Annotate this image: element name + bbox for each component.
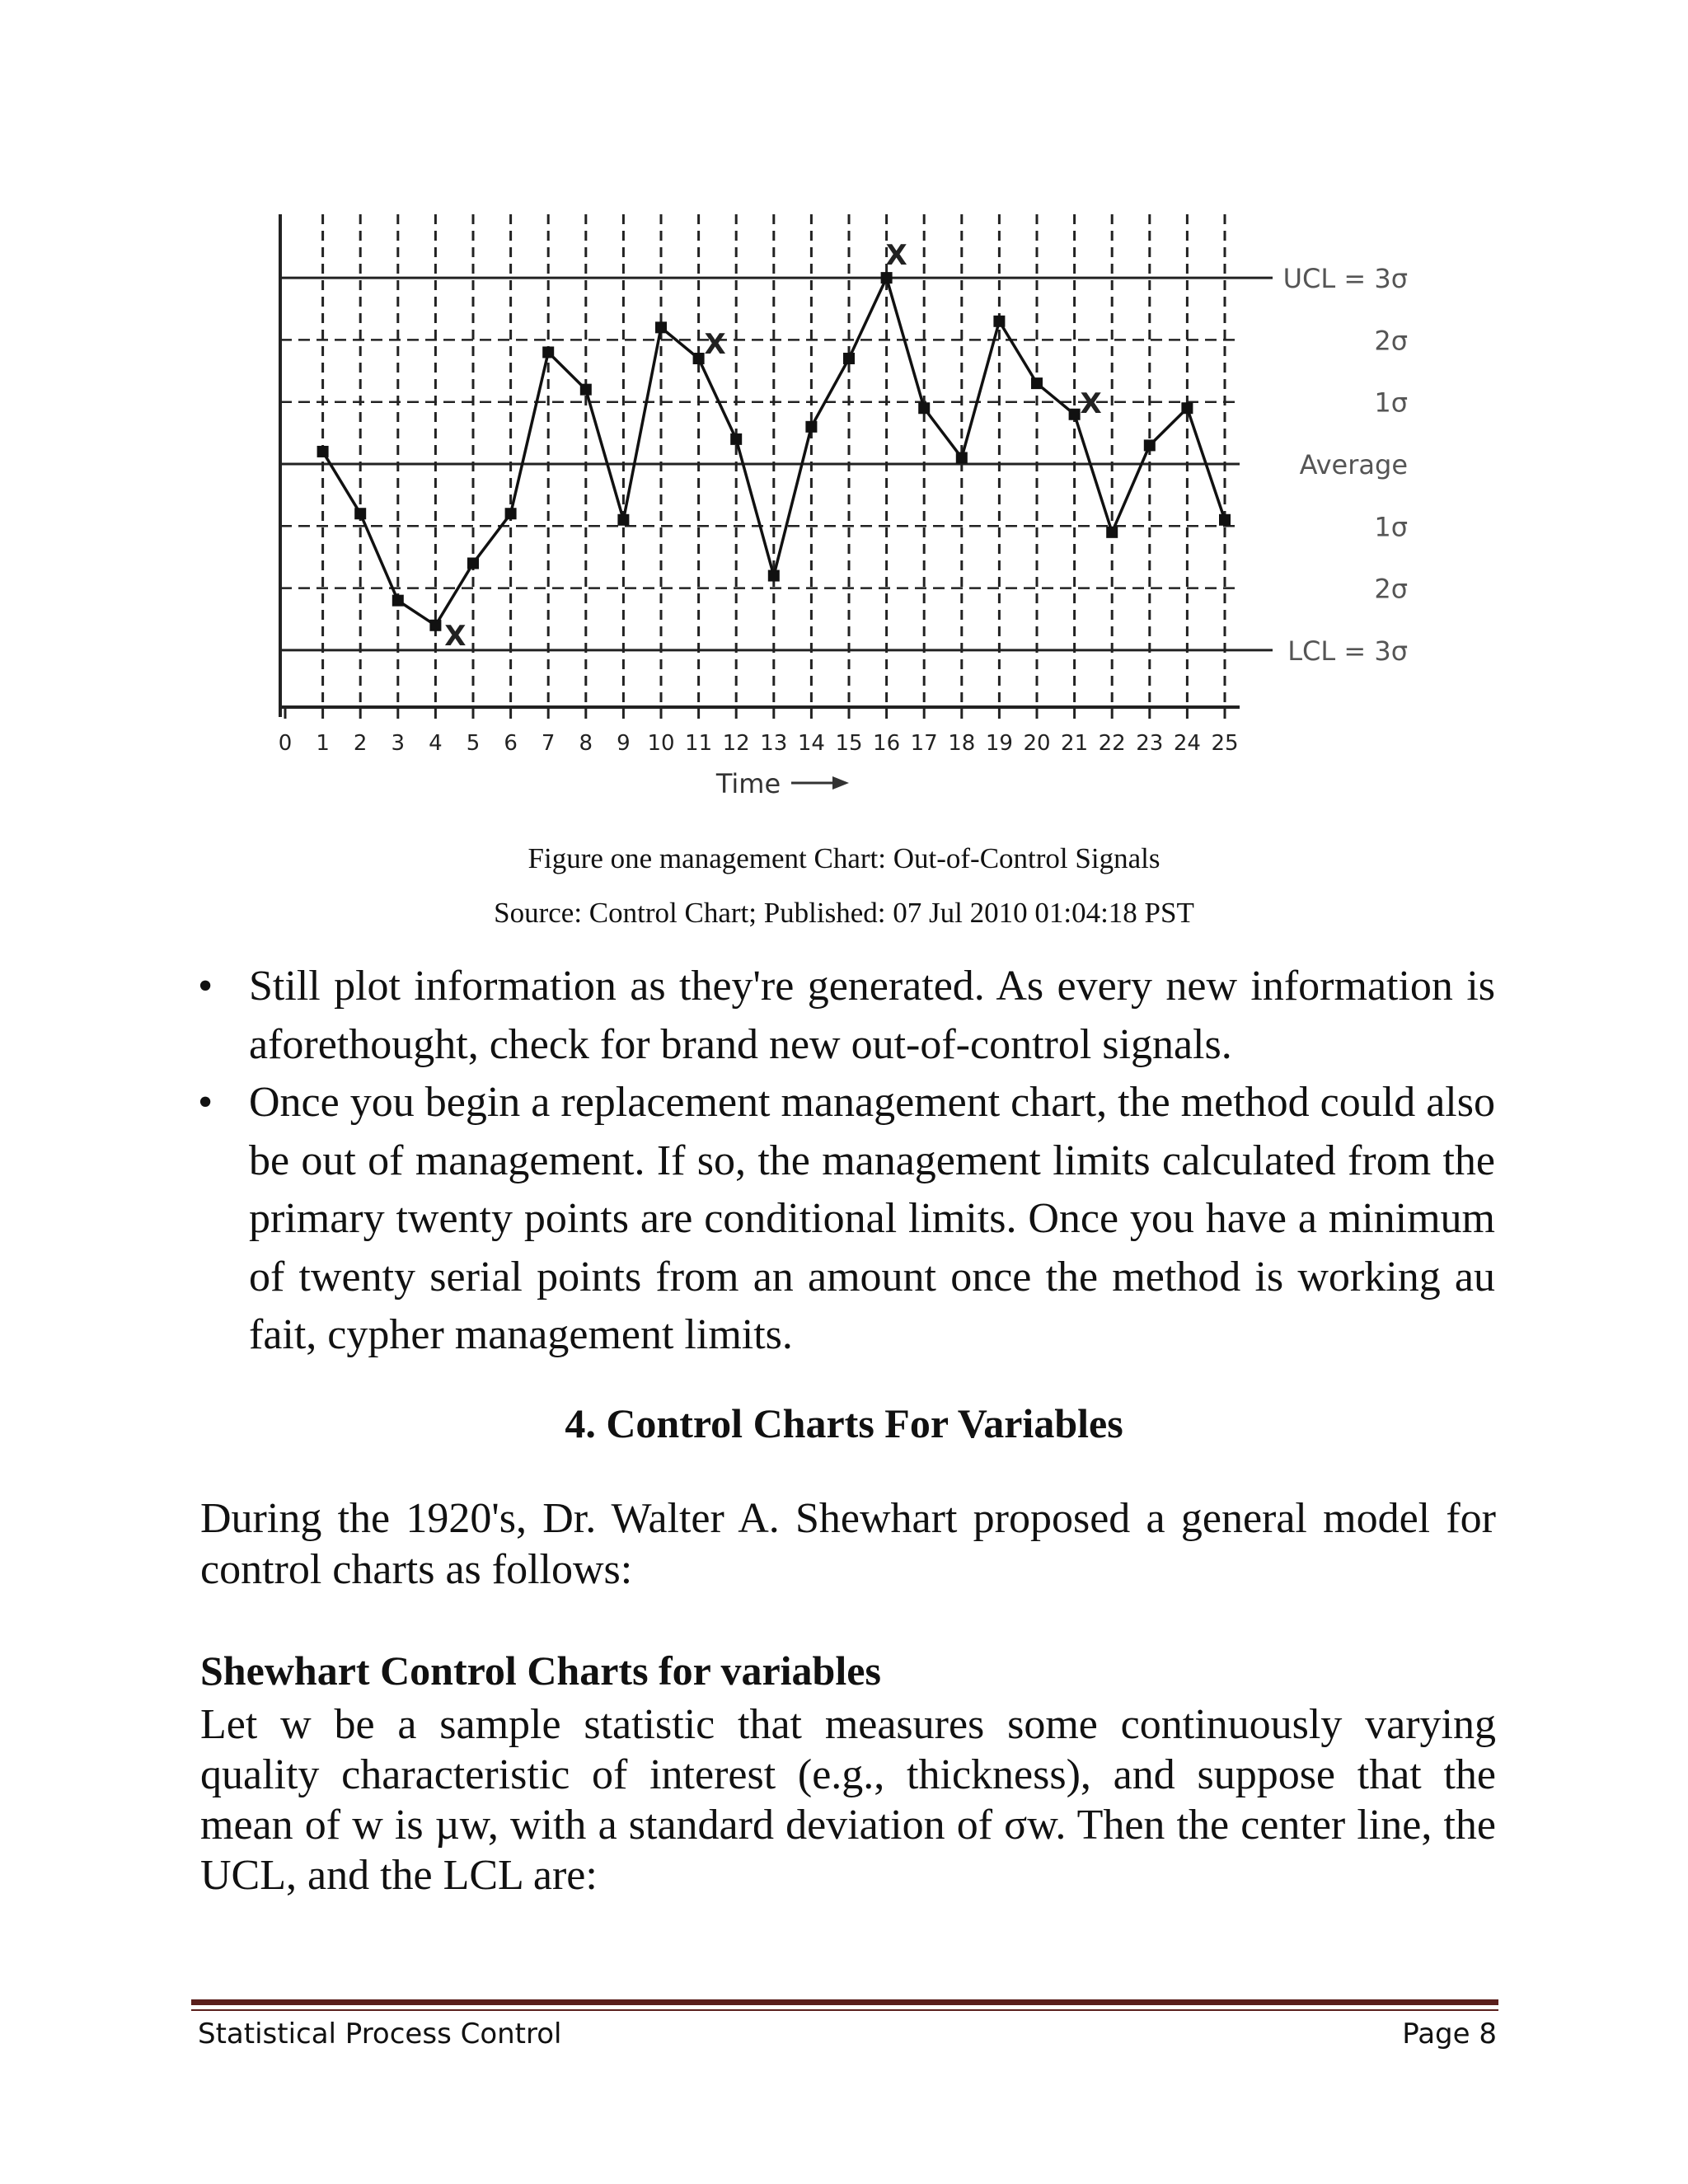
x-axis-label: Time [715, 768, 781, 799]
x-tick-label: 6 [504, 731, 518, 756]
data-point [956, 452, 968, 463]
data-point [1181, 402, 1193, 414]
data-point [542, 346, 554, 358]
data-point [392, 595, 404, 607]
x-tick-label: 24 [1173, 731, 1201, 756]
figure-source: Source: Control Chart; Published: 07 Jul 2010 01:04:18 PST [494, 897, 1194, 929]
data-point [467, 557, 479, 569]
x-tick-label: 23 [1136, 731, 1164, 756]
bullet-list [193, 958, 1495, 1365]
data-point [354, 508, 366, 519]
data-point [993, 316, 1005, 327]
definition-paragraph: Let w be a sample statistic that measures some continuously varying quality characteristic of interest (e.g., thickness), and suppose that the mean of w is µw, with a standard deviation of σw. Then the center line, the UCL, and the LCL are: [200, 1701, 1496, 1899]
x-tick-label: 20 [1023, 731, 1051, 756]
x-tick-label: 19 [985, 731, 1013, 756]
bullet-item [193, 958, 1495, 1074]
x-tick-label: 3 [391, 731, 406, 756]
bullet-item [193, 1074, 1495, 1365]
data-point [693, 353, 705, 364]
data-point [1219, 514, 1231, 526]
data-point [881, 272, 893, 284]
bullet-text: Still plot information as they're generated. As every new information is aforethought, check for brand new out-of-control signals. [249, 963, 1495, 1068]
data-point [1069, 409, 1081, 420]
x-tick-label: 17 [910, 731, 938, 756]
bullet-text: Once you begin a replacement management chart, the method could also be out of management. If so, the management limits calculated from the primary twenty points are conditional limits. Once you have a minimum of twenty serial points from an amount once the method is working au fait, cypher management limits. [249, 1079, 1495, 1358]
data-point [505, 508, 517, 519]
page-number: Page 8 [1402, 2018, 1497, 2050]
reference-line-label: LCL = 3σ [1287, 635, 1408, 667]
reference-line-label: UCL = 3σ [1282, 263, 1408, 295]
x-tick-label: 21 [1061, 731, 1089, 756]
reference-line-label: 2σ [1374, 325, 1408, 357]
x-tick-label: 11 [685, 731, 713, 756]
x-tick-label: 13 [760, 731, 788, 756]
data-point [1031, 377, 1043, 389]
section-heading: 4. Control Charts For Variables [565, 1400, 1123, 1446]
figure-caption: Figure one management Chart: Out-of-Control Signals [528, 842, 1160, 874]
x-tick-label: 0 [278, 731, 293, 756]
intro-paragraph: During the 1920's, Dr. Walter A. Shewhart proposed a general model for control charts as follows: [200, 1495, 1496, 1593]
out-of-control-marker: X [1080, 387, 1102, 420]
data-point [843, 353, 855, 364]
bullet-dot: • [198, 1079, 213, 1126]
x-tick-label: 25 [1211, 731, 1239, 756]
x-tick-label: 14 [797, 731, 825, 756]
footer-rule [191, 1999, 1498, 2005]
data-point [918, 402, 930, 414]
x-tick-label: 22 [1098, 731, 1126, 756]
data-point [580, 384, 592, 396]
data-point [730, 434, 742, 445]
data-point [317, 446, 329, 457]
data-point [429, 620, 441, 631]
footer-title: Statistical Process Control [198, 2018, 562, 2050]
out-of-control-marker: X [444, 619, 467, 653]
x-tick-label: 2 [353, 731, 368, 756]
x-tick-label: 18 [948, 731, 976, 756]
x-tick-label: 8 [579, 731, 593, 756]
x-tick-label: 7 [541, 731, 556, 756]
data-point [1144, 439, 1156, 451]
x-tick-label: 5 [466, 731, 481, 756]
reference-line-label: 1σ [1374, 387, 1408, 419]
control-chart [247, 198, 1434, 799]
reference-line-label: 1σ [1374, 511, 1408, 543]
subsection-heading: Shewhart Control Charts for variables [200, 1647, 881, 1694]
out-of-control-marker: X [885, 239, 907, 273]
x-axis-arrow-head [832, 776, 849, 790]
x-tick-label: 4 [429, 731, 443, 756]
x-tick-label: 16 [873, 731, 901, 756]
x-tick-label: 15 [835, 731, 863, 756]
x-tick-label: 1 [316, 731, 330, 756]
x-tick-label: 12 [722, 731, 750, 756]
x-tick-label: 10 [647, 731, 675, 756]
reference-line-label: 2σ [1374, 573, 1408, 605]
x-tick-label: 9 [617, 731, 631, 756]
bullet-dot: • [198, 963, 213, 1010]
data-point [617, 514, 629, 526]
data-point [768, 570, 780, 582]
data-point [1106, 527, 1118, 538]
reference-line-label: Average [1299, 449, 1408, 480]
data-point [655, 321, 667, 333]
data-point [805, 421, 817, 433]
out-of-control-marker: X [704, 327, 726, 361]
footer-rule-thin [191, 2009, 1498, 2011]
